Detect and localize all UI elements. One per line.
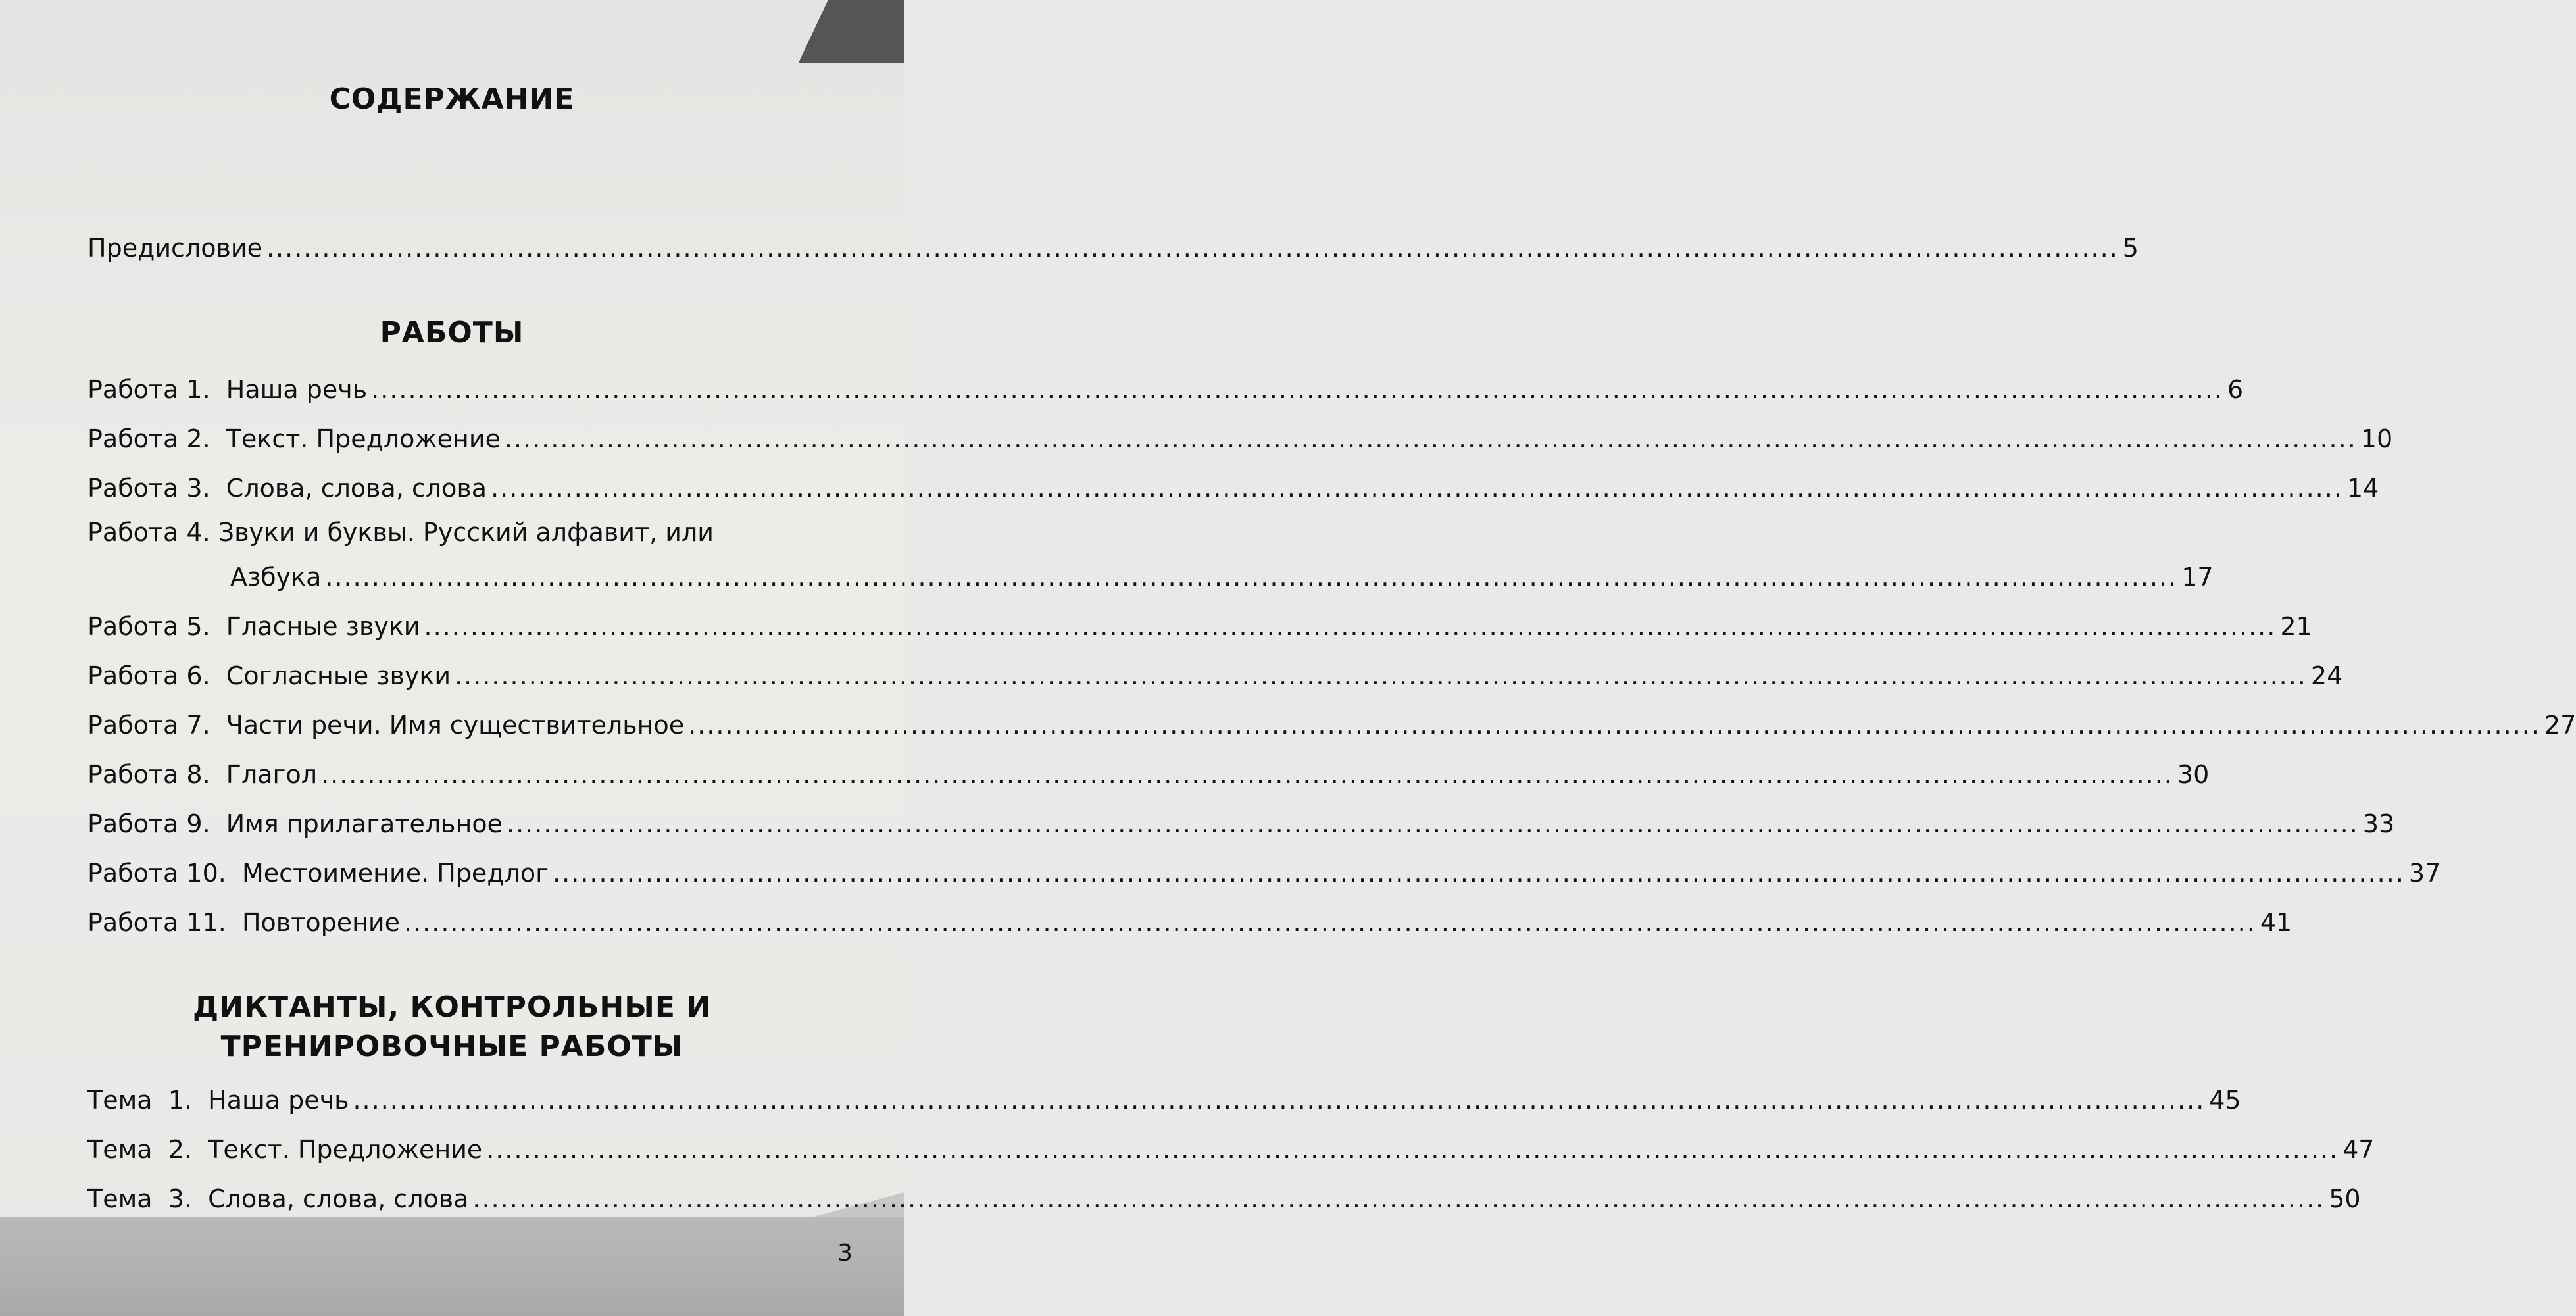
toc-label: Работа 9. Имя прилагательное [87,809,503,838]
toc-row-work-11 [87,898,2292,937]
toc-label: Работа 11. Повторение [87,908,400,937]
toc-page: 17 [2181,563,2214,592]
works-heading: РАБОТЫ [380,316,524,349]
toc-page: 24 [2310,661,2343,690]
toc-leader-dots: ........................................................................................................................................................................................................ [455,661,2307,690]
toc-row-work-1 [87,365,2244,404]
toc-page: 6 [2227,375,2244,404]
toc-leader-dots: ........................................................................................................................................................................................................ [486,1135,2339,1164]
toc-leader-dots: ........................................................................................................................................................................................................ [371,375,2223,404]
toc-label: Работа 2. Текст. Предложение [87,424,501,453]
toc-page: 33 [2362,809,2395,838]
toc-label: Работа 8. Глагол [87,760,318,789]
toc-leader-dots: ........................................................................................................................................................................................................ [507,809,2359,838]
toc-row-preface [87,224,2139,263]
toc-page: 27 [2544,711,2576,740]
toc-label: Работа 7. Части речи. Имя существительное [87,711,685,740]
toc-row-topic-1 [87,1076,2241,1115]
toc-leader-dots: ........................................................................................................................................................................................................ [353,1086,2206,1115]
toc-page: 37 [2408,859,2441,888]
toc-leader-dots: ........................................................................................................................................................................................................ [321,760,2173,789]
toc-label: Тема 2. Текст. Предложение [87,1135,483,1164]
toc-row-topic-3 [87,1175,2361,1213]
toc-row-work-6 [87,651,2343,690]
toc-label: Предисловие [87,234,262,263]
dictations-heading-line1: ДИКТАНТЫ, КОНТРОЛЬНЫЕ И [192,990,712,1024]
toc-row-work-4-line1: Работа 4. Звуки и буквы. Русский алфавит, или [87,518,714,547]
toc-leader-dots: ........................................................................................................................................................................................................ [266,234,2119,263]
toc-page: 47 [2342,1135,2375,1164]
corner-decoration [799,0,904,63]
toc-row-work-10 [87,849,2441,888]
toc-label: Работа 3. Слова, слова, слова [87,474,487,503]
toc-row-work-8 [87,750,2210,789]
toc-leader-dots: ........................................................................................................................................................................................................ [553,859,2405,888]
toc-label: Работа 1. Наша речь [87,375,368,404]
dictations-heading-line2: ТРЕНИРОВОЧНЫЕ РАБОТЫ [220,1030,683,1063]
toc-page: 50 [2329,1184,2361,1213]
toc-leader-dots: ........................................................................................................................................................................................................ [325,563,2178,592]
toc-row-work-4 [230,553,2214,592]
toc-row-work-2 [87,415,2393,453]
toc-leader-dots: ........................................................................................................................................................................................................ [688,711,2540,740]
toc-label: Азбука [230,563,322,592]
toc-label: Работа 10. Местоимение. Предлог [87,859,549,888]
toc-page: 30 [2177,760,2210,789]
toc-page: 45 [2209,1086,2241,1115]
toc-label: Работа 6. Согласные звуки [87,661,451,690]
toc-page: 21 [2280,612,2312,641]
toc-page: 14 [2346,474,2379,503]
toc-leader-dots: ........................................................................................................................................................................................................ [404,908,2256,937]
toc-label: Работа 5. Гласные звуки [87,612,420,641]
toc-leader-dots: ........................................................................................................................................................................................................ [472,1184,2325,1213]
toc-row-work-7 [87,701,2576,740]
contents-heading: СОДЕРЖАНИЕ [329,82,575,116]
toc-leader-dots: ........................................................................................................................................................................................................ [504,424,2357,453]
toc-row-work-5 [87,602,2312,641]
toc-leader-dots: ........................................................................................................................................................................................................ [424,612,2277,641]
toc-page: 5 [2122,234,2139,263]
toc-label: Тема 3. Слова, слова, слова [87,1184,469,1213]
toc-row-topic-2 [87,1125,2375,1164]
toc-label: Тема 1. Наша речь [87,1086,349,1115]
toc-row-work-9 [87,799,2395,838]
toc-leader-dots: ........................................................................................................................................................................................................ [491,474,2343,503]
bottom-band [0,1217,904,1316]
toc-page: 10 [2360,424,2393,453]
toc-page: 41 [2260,908,2292,937]
page-number: 3 [837,1240,853,1267]
toc-row-work-3 [87,464,2379,503]
